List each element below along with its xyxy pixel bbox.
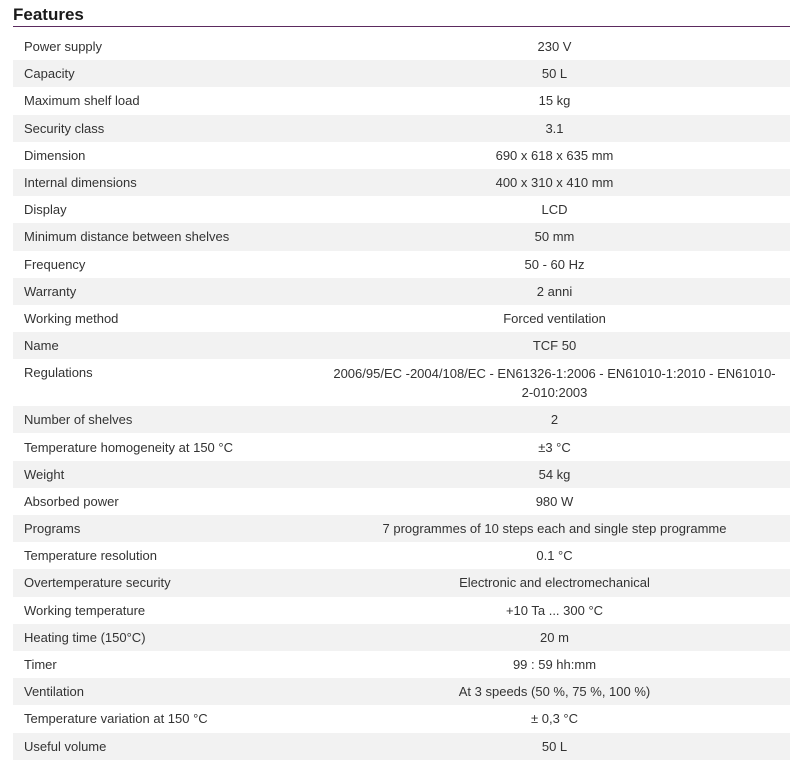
table-row [13,60,790,87]
spec-label: Programs [24,521,81,537]
table-row [13,196,790,223]
title-divider [13,26,790,27]
table-row [13,624,790,651]
table-row [13,705,790,732]
spec-value: 3.1 [545,120,564,136]
table-row [13,678,790,705]
spec-value: 99 : 59 hh:mm [512,657,597,673]
spec-value: 15 kg [538,93,571,109]
spec-label: Absorbed power [24,493,119,509]
table-row [13,223,790,250]
spec-value: 0.1 °C [536,548,573,564]
table-row [13,169,790,196]
spec-label: Power supply [24,39,103,55]
table-row [13,515,790,542]
table-row [13,733,790,760]
spec-value: Forced ventilation [503,310,606,326]
spec-value: 50 L [541,738,568,754]
spec-label: Minimum distance between shelves [24,229,230,245]
spec-value: 980 W [535,493,574,509]
spec-label: Internal dimensions [24,175,137,191]
spec-label: Warranty [24,283,77,299]
table-row [13,332,790,359]
spec-label: Temperature resolution [24,548,157,564]
spec-label: Working temperature [24,602,146,618]
table-row [13,115,790,142]
spec-value: 230 V [537,39,572,55]
table-row [13,406,790,433]
spec-value: 50 - 60 Hz [524,256,585,272]
spec-value: TCF 50 [532,338,577,354]
table-row [13,569,790,596]
section-title: Features [13,5,84,24]
spec-value: 20 m [540,629,569,645]
spec-value: At 3 speeds (50 %, 75 %, 100 %) [458,684,651,700]
spec-value: 690 x 618 x 635 mm [495,147,614,163]
spec-label: Ventilation [24,684,84,700]
spec-label: Dimension [24,147,86,163]
spec-label: Temperature homogeneity at 150 °C [24,439,233,455]
spec-label: Temperature variation at 150 °C [24,711,208,727]
table-row [13,542,790,569]
table-row [13,305,790,332]
spec-value: ±3 °C [538,439,571,455]
table-row [13,597,790,624]
features-table [13,33,790,760]
spec-label: Regulations [24,365,93,381]
spec-label: Frequency [24,256,86,272]
spec-label: Heating time (150°C) [24,629,146,645]
spec-label: Weight [24,466,65,482]
spec-label: Working method [24,310,119,326]
spec-label: Useful volume [24,738,107,754]
spec-value: 50 L [541,66,568,82]
spec-value: 7 programmes of 10 steps each and single step programme [382,521,727,537]
spec-value: Electronic and electromechanical [459,575,650,591]
table-row [13,33,790,60]
spec-label: Capacity [24,66,75,82]
spec-value: 50 mm [534,229,575,245]
table-row [13,359,790,406]
table-row [13,142,790,169]
spec-value: 2 anni [536,283,573,299]
spec-label: Maximum shelf load [24,93,140,109]
spec-label: Number of shelves [24,412,133,428]
spec-label: Display [24,202,67,218]
table-row [13,651,790,678]
features-table-body [13,33,790,760]
spec-value: 400 x 310 x 410 mm [495,175,614,191]
spec-label: Name [24,338,59,354]
spec-value: +10 Ta ... 300 °C [505,602,604,618]
spec-label: Timer [24,657,57,673]
spec-value: LCD [541,202,568,218]
table-row [13,87,790,114]
spec-value: 54 kg [538,466,571,482]
table-row [13,251,790,278]
table-row [13,278,790,305]
table-row [13,488,790,515]
spec-value: ± 0,3 °C [530,711,579,727]
table-row [13,461,790,488]
spec-value: 2006/95/EC -2004/108/EC - EN61326-1:2006 - EN61010-1:2010 - EN61010-2-010:2003 [333,365,776,400]
spec-value: 2 [550,412,559,428]
spec-label: Overtemperature security [24,575,171,591]
table-row [13,433,790,460]
spec-label: Security class [24,120,105,136]
